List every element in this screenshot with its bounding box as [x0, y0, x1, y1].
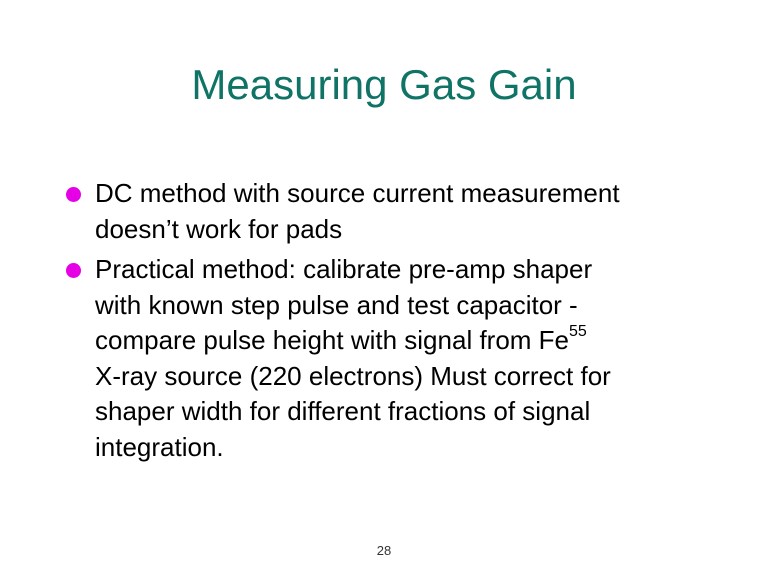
bullet-dot-icon	[66, 263, 81, 278]
bullet-text-line: doesn’t work for pads	[95, 213, 343, 244]
bullet-text-line: Practical method: calibrate pre-amp shaper	[95, 254, 593, 284]
page-number: 28	[376, 543, 392, 558]
bullet-text-line-fe55	[95, 323, 744, 359]
bullet-item-dc-method	[64, 176, 744, 247]
bullet-text-line: X-ray source (220 electrons) Must correct for	[95, 360, 611, 391]
bullet-dot-icon	[66, 187, 81, 202]
bullet-text-line: DC method with source current measurement	[95, 178, 620, 208]
bullet-text-line: shaper width for different fractions of signal	[95, 396, 591, 426]
bullet-text-line: with known step pulse and test capacitor -	[95, 289, 578, 320]
bullet-list	[64, 176, 744, 470]
bullet-text-fe: compare pulse height with signal from Fe	[95, 325, 570, 355]
slide-title: Measuring Gas Gain	[191, 61, 577, 108]
fe-isotope-superscript: 55	[569, 323, 587, 340]
bullet-text-line: integration.	[95, 431, 224, 462]
bullet-item-practical-method	[64, 252, 744, 465]
